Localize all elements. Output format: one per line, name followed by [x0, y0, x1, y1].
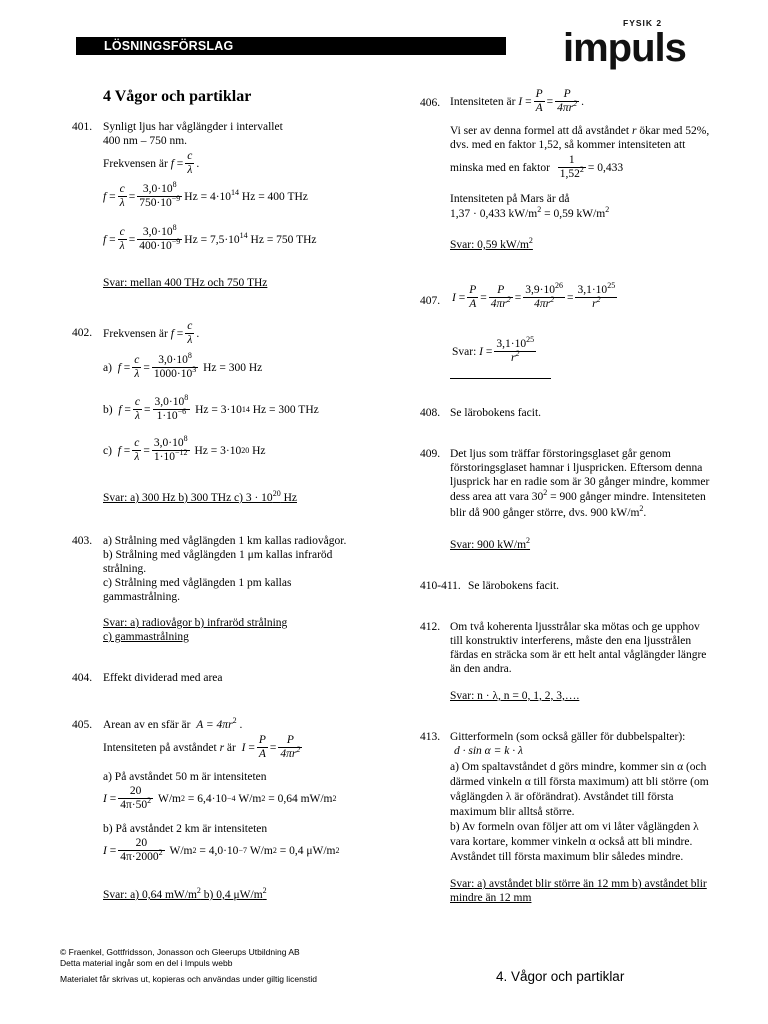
footer-line2: Detta material ingår som en del i Impuls webb [60, 958, 233, 968]
problem-number-401: 401. [72, 121, 93, 133]
p409-answer: Svar: 900 $kW/m^2$ [450, 536, 531, 551]
fraction-c-lambda: $\frac{c}{\lambda}$ [134, 437, 140, 463]
problem-number-403: 403. [72, 535, 93, 547]
problem-number-412: 412. [420, 621, 441, 633]
p405-a-text: a) På avståndet 50 m är intensiteten [103, 771, 267, 783]
p403-b2: strålning. [103, 563, 147, 575]
result: $Hz = 7,5\cdot 10^{14}$ Hz = 750 THz [184, 230, 317, 246]
footer-license: Materialet får skrivas ut, kopieras och användas under giltig licenstid [60, 974, 318, 984]
p406-line3: minska med en faktor $\frac{1}{1,52^2}$ = 0,433 [450, 154, 624, 180]
p407-answer: Svar: I = $\frac{3,1\cdot 10^{25}}{r^2}$ [452, 335, 535, 364]
p403-a: a) Strålning med våglängden 1 km kallas radiovågor. [103, 535, 347, 547]
p405-area: Arean av en sfär är $A = 4\pi r^2$ . [103, 716, 243, 731]
chapter-title: 4 Vågor och partiklar [103, 88, 252, 105]
p401-eq1: f = $\frac{c}{\lambda}$ = $\frac{3,0\cdot 10^8}{750\cdot 10^{-9}}$ $Hz = 4\cdot 10^{14}$ Hz = 400 THz [103, 180, 308, 209]
p401-eq2: f = $\frac{c}{\lambda}$ = $\frac{3,0\cdot 10^8}{400\cdot 10^{-9}}$ $Hz = 7,5\cdot 10^{14}$ Hz = 750 THz [103, 223, 317, 252]
fraction-P-4pir2: $\frac{P}{4\pi r^2}$ [280, 734, 301, 760]
p402-c: c) f = $\frac{c}{\lambda}$ = $\frac{3,0\cdot 10^8}{1\cdot 10^{-12}}$ Hz = 3·10 20 Hz [103, 434, 266, 463]
fraction-c-lambda: $\frac{c}{\lambda}$ [187, 320, 193, 346]
p402-a: a) f = $\frac{c}{\lambda}$ = $\frac{3,0\cdot 10^8}{1000\cdot 10^3}$ Hz = 300 Hz [103, 351, 263, 380]
problem-number-405: 405. [72, 719, 93, 731]
header-label: LÖSNINGSFÖRSLAG [104, 39, 234, 53]
p409-line1: Det ljus som träffar förstoringsglaset går genom [450, 448, 671, 460]
p412-line1: Om två koherenta ljusstrålar ska mötas och ge upphov [450, 621, 700, 633]
fraction-P-A: $\frac{P}{A}$ [535, 88, 543, 114]
p413-answer-2: mindre än 12 mm [450, 892, 532, 904]
fraction-value [137, 223, 182, 253]
fraction-value: $\frac{20}{4\pi\cdot 50^2}$ [120, 785, 152, 811]
p405-answer: Svar: a) 0,64 $mW/m^2$ b) 0,4 $\mu W/m^2$ [103, 886, 267, 901]
problem-number-409: 409. [420, 448, 441, 460]
p413-line9: Avståndet till första maximum blir således mindre. [450, 851, 684, 863]
eq-sign: = [176, 157, 184, 170]
result: $Hz = 4\cdot 10^{14}$ Hz = 400 THz [184, 187, 308, 203]
var-f: f [170, 157, 174, 170]
denominator: λ [185, 163, 194, 177]
numerator: c [119, 226, 125, 238]
fraction-value: $\frac{3,0\cdot 10^8}{1000\cdot 10^3}$ [153, 351, 197, 380]
fraction-one-over: $\frac{1}{1,52^2}$ [559, 154, 584, 180]
p409-line4: dess area att vara $30^2 = 900$ gånger mindre. Intensiteten [450, 488, 706, 503]
fraction-result: $\frac{3,1\cdot 10^{25}}{r^2}$ [496, 335, 535, 364]
problem-number-413: 413. [420, 731, 441, 743]
p412-line2: till konstruktiv interferens, måste den ena ljusstrålen [450, 635, 692, 647]
fraction-c-lambda [118, 183, 127, 210]
p410-text: Se lärobokens facit. [468, 580, 560, 592]
p406-line1: Vi ser av denna formel att då avståndet r ökar med 52%, [450, 125, 710, 137]
fraction-result: $\frac{3,1\cdot 10^{25}}{r^2}$ [577, 281, 616, 310]
problem-number-406: 406. [420, 97, 441, 109]
p406-line2: dvs. med en faktor 1,52, så kommer intensiteten att [450, 139, 686, 151]
p409-line2: förstoringsglaset hamnar i ljuspricken. Eftersom denna [450, 462, 703, 474]
p408-text: Se lärobokens facit. [450, 407, 542, 419]
period: . [196, 157, 200, 170]
numerator: c [187, 150, 193, 162]
fraction-P-4pir2: $\frac{P}{4\pi r^2}$ [557, 88, 578, 114]
p401-freq-formula [103, 150, 199, 177]
denominator: $400\cdot 10^{-9}$ [139, 237, 181, 252]
p409-line3: ljusprick har en radie som är 30 gånger mindre, kommer [450, 476, 710, 488]
p412-line4: än den andra. [450, 663, 512, 675]
p413-formula: d · sin α = k · λ [454, 745, 523, 757]
p402-answer: Svar: a) 300 Hz b) 300 THz c) $3 \cdot 10^{20}$ Hz [103, 489, 297, 504]
p405-b-eq: I = $\frac{20}{4\pi\cdot 2000^2}$ W/m 2 = 4,0·10 −7 W/m 2 = 0,4 μW/m 2 [103, 837, 340, 863]
p402-b: b) f = $\frac{c}{\lambda}$ = $\frac{3,0\cdot 10^8}{1\cdot 10^{-6}}$ Hz = 3·10 14 Hz = 300 THz [103, 393, 319, 422]
denominator: $750\cdot 10^{-9}$ [139, 194, 181, 209]
fraction-P-A: $\frac{P}{A}$ [469, 284, 477, 310]
problem-number-408: 408. [420, 407, 441, 419]
p403-c1: c) Strålning med våglängden 1 pm kallas [103, 577, 292, 589]
problem-number-404: 404. [72, 672, 93, 684]
p405-a-eq: I = $\frac{20}{4\pi\cdot 50^2}$ W/m 2 = 6,4·10 −4 W/m 2 = 0,64 mW/m 2 [103, 785, 337, 811]
logo-subtitle: FYSIK 2 [623, 18, 663, 28]
p403-answer-2: c) gammastrålning [103, 631, 189, 643]
footer-chapter-title: 4. Vågor och partiklar [496, 969, 625, 984]
var-f: f [103, 190, 107, 203]
p413-line6: maximum blir alltså större. [450, 806, 575, 818]
denominator: λ [118, 196, 127, 210]
numerator: c [119, 183, 125, 195]
fraction-c-lambda [118, 226, 127, 253]
p406-line4: Intensiteten på Mars är då [450, 193, 570, 205]
p406-answer: Svar: 0,59 $kW/m^2$ [450, 236, 533, 251]
p407-formula: I = $\frac{P}{A}$ = $\frac{P}{4\pi r^2}$ = $\frac{3,9\cdot 10^{26}}{4\pi r^2}$ = $\frac{3,1\cdot 10^{25}}{r^2}$ [452, 281, 616, 310]
p402-intro: Frekvensen är f = $\frac{c}{\lambda}$ . [103, 320, 200, 346]
impuls-logo [563, 20, 698, 70]
denominator: λ [118, 239, 127, 253]
fraction-P-A: $\frac{P}{A}$ [258, 734, 266, 760]
p406-formula: Intensiteten är I = $\frac{P}{A}$ = $\frac{P}{4\pi r^2}$ . [450, 88, 584, 114]
p407-answer-underline [450, 378, 551, 379]
p403-b1: b) Strålning med våglängden 1 μm kallas infraröd [103, 549, 333, 561]
p401-line1: Synligt ljus har våglängder i intervallet [103, 121, 283, 133]
p413-line8: vara kortare, kommer vinkeln α också att bli mindre. [450, 836, 693, 848]
p403-answer-1: Svar: a) radiovågor b) infraröd strålning [103, 617, 288, 629]
p401-answer: Svar: mellan 400 THz och 750 THz [103, 277, 268, 289]
fraction-value: $\frac{3,9\cdot 10^{26}}{4\pi r^2}$ [525, 281, 563, 310]
fraction-c-lambda: $\frac{c}{\lambda}$ [134, 396, 141, 422]
p413-line1: Gitterformeln (som också gäller för dubbelspalter): [450, 731, 686, 743]
p413-line4: därmed vinkeln α till första maximum) att bli större (om [450, 776, 709, 788]
problem-number-402: 402. [72, 327, 93, 339]
var-f: f [103, 233, 107, 246]
p401-line2: 400 nm – 750 nm. [103, 135, 188, 147]
logo-word: impuls [563, 26, 686, 70]
p401-freq-intro: Frekvensen är [103, 157, 168, 170]
p413-line3: a) Om spaltavståndet d görs mindre, kommer sin α (och [450, 761, 707, 773]
fraction-value: $\frac{3,0\cdot 10^8}{1\cdot 10^{-12}}$ [153, 434, 188, 463]
fraction-c-lambda [185, 150, 194, 177]
fraction-value [137, 180, 182, 210]
problem-number-407: 407. [420, 295, 441, 307]
fraction-P-4pir2: $\frac{P}{4\pi r^2}$ [490, 284, 511, 310]
numerator: $3,0\cdot 10^8$ [142, 180, 177, 195]
footer-copyright: © Fraenkel, Gottfridsson, Jonasson och Gleerups Utbildning AB [60, 947, 300, 957]
p413-line7: b) Av formeln ovan följer att om vi låter våglängden λ [450, 821, 699, 833]
p412-answer: Svar: n · λ, n = 0, 1, 2, 3,…. [450, 690, 580, 702]
p405-b-text: b) På avståndet 2 km är intensiteten [103, 823, 268, 835]
numerator: $3,0\cdot 10^8$ [142, 223, 177, 238]
p406-line5: 1,37 · 0,433 $kW/m^2 = 0,59$ $kW/m^2$ [450, 205, 610, 220]
fraction-value: $\frac{3,0\cdot 10^8}{1\cdot 10^{-6}}$ [154, 393, 189, 422]
p409-line5: blir då 900 gånger större, dvs. 900 $kW/m^2$. [450, 504, 647, 519]
p413-line5: våglängden λ är oförändrat). Avståndet till första [450, 791, 674, 803]
p405-intensity-formula: Intensiteten på avståndet r är I = $\frac{P}{A}$ = $\frac{P}{4\pi r^2}$ [103, 734, 301, 760]
p412-line3: färdas en sträcka som är ett helt antal våglängder längre [450, 649, 707, 661]
problem-number-410-411: 410-411. [420, 580, 461, 592]
fraction-value: $\frac{20}{4\pi\cdot 2000^2}$ [120, 837, 163, 863]
p413-answer-1: Svar: a) avståndet blir större än 12 mm b) avståndet blir [450, 878, 707, 890]
fraction-c-lambda: $\frac{c}{\lambda}$ [134, 354, 140, 380]
p404-text: Effekt dividerad med area [103, 672, 223, 684]
p403-c2: gammastrålning. [103, 591, 180, 603]
